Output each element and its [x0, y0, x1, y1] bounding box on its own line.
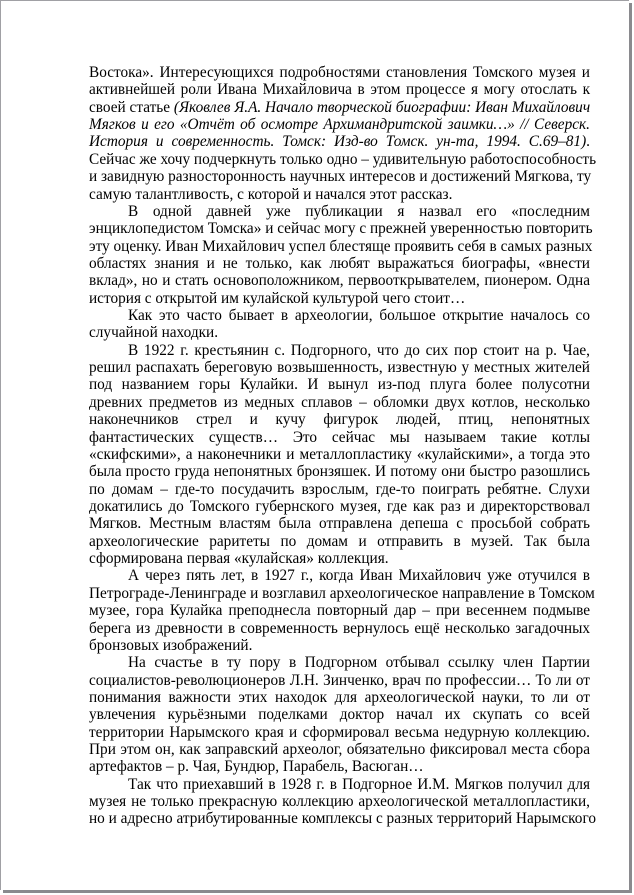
text-line [89, 324, 590, 341]
text-line [89, 203, 590, 220]
text-line [89, 776, 590, 793]
text-line [89, 758, 590, 775]
text-line [89, 376, 590, 393]
text-line [89, 64, 590, 81]
text-line [89, 550, 590, 567]
text-line [89, 116, 590, 133]
text-line [89, 150, 597, 168]
body-text: Мягков. Местным властям была отправлена депеша с просьбой собрать [89, 515, 590, 533]
text-line [89, 272, 590, 289]
body-text: Петрограде-Ленинграде и возглавил археологическое направление в Томском [89, 584, 595, 602]
text-line [89, 810, 596, 828]
paragraph [89, 567, 595, 654]
text-line [89, 567, 590, 584]
body-text: При этом он, как заправский археолог, обязательно фиксировал места сбора [89, 741, 590, 759]
body-text: активнейшей роли Ивана Михайловича в этом процессе я могу отослать к [89, 81, 590, 99]
body-text: артефактов – р. Чая, Бундюр, Парабель, Васюган… [89, 758, 424, 776]
body-text: . [586, 133, 590, 151]
body-text: сформирована первая «кулайская» коллекция. [89, 550, 389, 568]
citation-text: Мягков и его «Отчёт об осмотре Архимандритской заимки…» // Северск. [89, 116, 590, 134]
body-text: музее, гора Кулайка преподнесла повторный дар – при весеннем подмыве [89, 602, 590, 620]
body-text: фантастических существ… Это сейчас мы называем такие котлы [89, 428, 590, 446]
body-text: На счастье в ту пору в Подгорном отбывал ссылку член Партии [128, 654, 590, 672]
text-line [89, 672, 590, 689]
paragraph [89, 342, 590, 568]
text-line [89, 584, 595, 602]
body-text: социалистов-революционеров Л.Н. Зинченко, врач по профессии… То ли от [89, 671, 590, 689]
body-text: своей статье [89, 98, 174, 116]
paragraph [89, 202, 593, 307]
text-line [89, 429, 590, 446]
text-line [89, 394, 590, 411]
text-line [89, 168, 590, 185]
body-text: докатились до Томского губернского музея, где как раз и директорствовал [89, 497, 590, 515]
text-line [89, 186, 590, 203]
text-line [89, 620, 590, 637]
text-line [89, 220, 593, 238]
body-text: А через пять лет, в 1927 г., когда Иван Михайлович уже отучился в [128, 567, 590, 585]
text-line [89, 81, 590, 98]
text-line [89, 724, 590, 741]
body-text: была просто груда непонятных бронзяшек. И потому они быстро разошлись [89, 463, 590, 481]
text-line [89, 463, 590, 480]
paragraph [89, 307, 590, 342]
body-text: энциклопедистом Томска» и сейчас могу с прежней уверенностью повторить [89, 220, 593, 238]
body-text: областях знания и не только, как любят выражаться биографы, «внести [89, 254, 590, 272]
body-text: «скифскими», а наконечники и металлопластику «кулайскими», а тогда это [89, 445, 590, 463]
citation-text: История и современность. Томск: Изд-во Томск. ун-та, 1994. С.69–81) [89, 133, 587, 151]
body-text: по домам – где-то посудачить взрослым, где-то поиграть ребятне. Слухи [89, 480, 590, 498]
text-line [89, 498, 590, 515]
text-line [89, 255, 590, 272]
text-line [89, 481, 590, 498]
body-text: Сейчас же хочу подчеркнуть только одно – удивительную работоспособность [89, 150, 597, 168]
body-text: случайной находки. [89, 324, 219, 342]
body-text: В 1922 г. крестьянин с. Подгорного, что до сих пор стоит на р. Чае, [128, 341, 590, 359]
text-line [89, 411, 590, 428]
body-text: самую талантливость, с которой и начался этот рассказ. [89, 185, 453, 203]
body-text: увлечения курьёзными поделками доктор начал их скупать со всей [89, 706, 590, 724]
body-text: музея не только прекрасную коллекцию археологической металлопластики, [89, 793, 590, 811]
body-text: древних предметов из медных сплавов – обломки двух котлов, несколько [89, 393, 590, 411]
text-line [89, 793, 590, 810]
text-line [89, 290, 590, 307]
paragraph [89, 64, 597, 203]
document-body [89, 64, 597, 828]
text-line [89, 741, 590, 758]
text-line [89, 515, 590, 532]
body-text: история с открытой им кулайской культурой чего стоит… [89, 289, 466, 307]
paragraph [89, 654, 590, 776]
citation-text: (Яковлев Я.А. Начало творческой биографии: Иван Михайлович [173, 98, 591, 116]
text-line [89, 654, 590, 671]
body-text: берега из древности в современность вернулось ещё несколько загадочных [89, 619, 590, 637]
text-line [89, 237, 593, 255]
body-text: но и адресно атрибутированные комплексы с разных территорий Нарымского [89, 810, 596, 828]
text-line [89, 446, 590, 463]
text-line [89, 602, 590, 619]
text-line [89, 133, 590, 150]
body-text: Так что приехавший в 1928 г. в Подгорное И.М. Мягков получил для [128, 775, 590, 793]
paragraph [89, 775, 596, 828]
body-text: и завидную разносторонность научных интересов и достижений Мягкова, ту [89, 168, 592, 186]
body-text: вклад», но и стать основоположником, первооткрывателем, пионером. Одна [89, 272, 590, 290]
text-line [89, 533, 590, 550]
body-text: Как это часто бывает в археологии, большое открытие началось со [128, 307, 590, 325]
text-line [89, 342, 590, 359]
body-text: решил распахать береговую возвышенность, известную у местных жителей [89, 359, 590, 377]
body-text: Востока». Интересующихся подробностями становления Томского музея и [89, 64, 590, 81]
body-text: эту оценку. Иван Михайлович успел блестяще проявить себя в самых разных [89, 237, 593, 255]
text-line [89, 706, 590, 723]
text-line [89, 307, 590, 324]
text-line [89, 637, 590, 654]
body-text: бронзовых изображений. [89, 636, 253, 654]
body-text: понимания важности этих находок для археологической науки, то ли от [89, 688, 590, 706]
body-text: В одной давней уже публикации я назвал его «последним [128, 202, 590, 220]
body-text: территории Нарымского края и сформировал весьма недурную коллекцию. [89, 723, 590, 741]
body-text: под названием горы Кулайки. И вынул из-под плуга более полусотни [89, 376, 590, 394]
text-line [89, 359, 590, 376]
text-line [89, 689, 590, 706]
body-text: археологические раритеты по домам и отправить в музей. Так была [89, 532, 590, 550]
text-line [89, 99, 590, 116]
body-text: наконечников стрел и кучу фигурок людей, птиц, непонятных [89, 411, 590, 429]
